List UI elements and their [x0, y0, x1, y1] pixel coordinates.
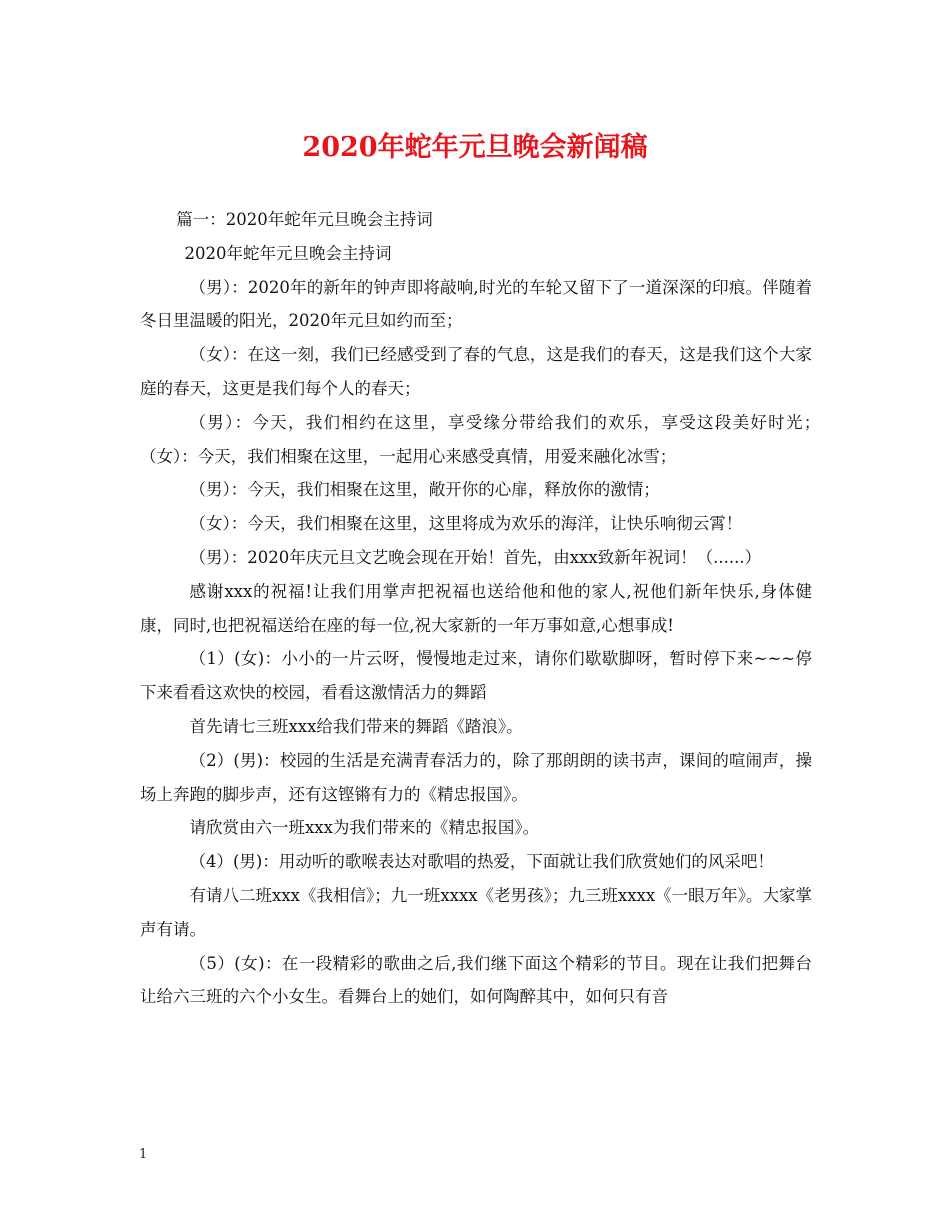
paragraph: （男）：2020年的新年的钟声即将敲响,时光的车轮又留下了一道深深的印痕。伴随着冬日里温暖的阳光，2020年元旦如约而至；	[140, 277, 812, 331]
paragraph: （女）：今天，我们相聚在这里，这里将成为欢乐的海洋，让快乐响彻云霄！	[189, 514, 743, 534]
paragraph: （男）：2020年庆元旦文艺晚会现在开始！首先，由xxx致新年祝词！（......）	[189, 547, 762, 567]
paragraph: （4）(男)：用动听的歌喉表达对歌唱的热爱，下面就让我们欣赏她们的风采吧！	[189, 852, 774, 872]
paragraph: 请欣赏由六一班xxx为我们带来的《精忠报国》。	[189, 818, 540, 838]
document-body	[140, 203, 829, 1014]
paragraph: （男）：今天，我们相聚在这里，敞开你的心扉，释放你的激情；	[189, 480, 660, 500]
subtitle-line: 2020年蛇年元旦晚会主持词	[184, 243, 392, 263]
paragraph: 感谢xxx的祝福!让我们用掌声把祝福也送给他和他的家人,祝他们新年快乐,身体健康，同时,也把祝福送给在座的每一位,祝大家新的一年万事如意,心想事成!	[140, 581, 812, 635]
page-number: 1	[139, 1147, 148, 1162]
paragraph: （2）(男)：校园的生活是充满青春活力的，除了那朗朗的读书声，课间的喧闹声，操场上奔跑的脚步声，还有这铿锵有力的《精忠报国》。	[140, 750, 812, 804]
document-title: 2020年蛇年元旦晚会新闻稿	[302, 132, 648, 163]
paragraph: （男）：今天，我们相约在这里，享受缘分带给我们的欢乐，享受这段美好时光； （女）：今天，我们相聚在这里，一起用心来感受真情，用爱来融化冰雪；	[140, 412, 829, 466]
paragraph: （1）(女)：小小的一片云呀，慢慢地走过来，请你们歇歇脚呀，暂时停下来~~~停下来看看这欢快的校园，看看这激情活力的舞蹈	[140, 649, 812, 703]
paragraph: （5）(女)：在一段精彩的歌曲之后,我们继下面这个精彩的节目。现在让我们把舞台让给六三班的六个小女生。看舞台上的她们，如何陶醉其中，如何只有音	[140, 953, 812, 1007]
paragraph: 首先请七三班xxx给我们带来的舞蹈《踏浪》。	[189, 716, 523, 736]
paragraph: （女）：在这一刻，我们已经感受到了春的气息，这是我们的春天，这是我们这个大家庭的春天，这更是我们每个人的春天；	[140, 345, 812, 398]
paragraph: 有请八二班xxx《我相信》；九一班xxxx《老男孩》；九三班xxxx《一眼万年》。大家掌声有请。	[140, 885, 812, 939]
section-heading: 篇一：2020年蛇年元旦晚会主持词	[176, 210, 433, 229]
